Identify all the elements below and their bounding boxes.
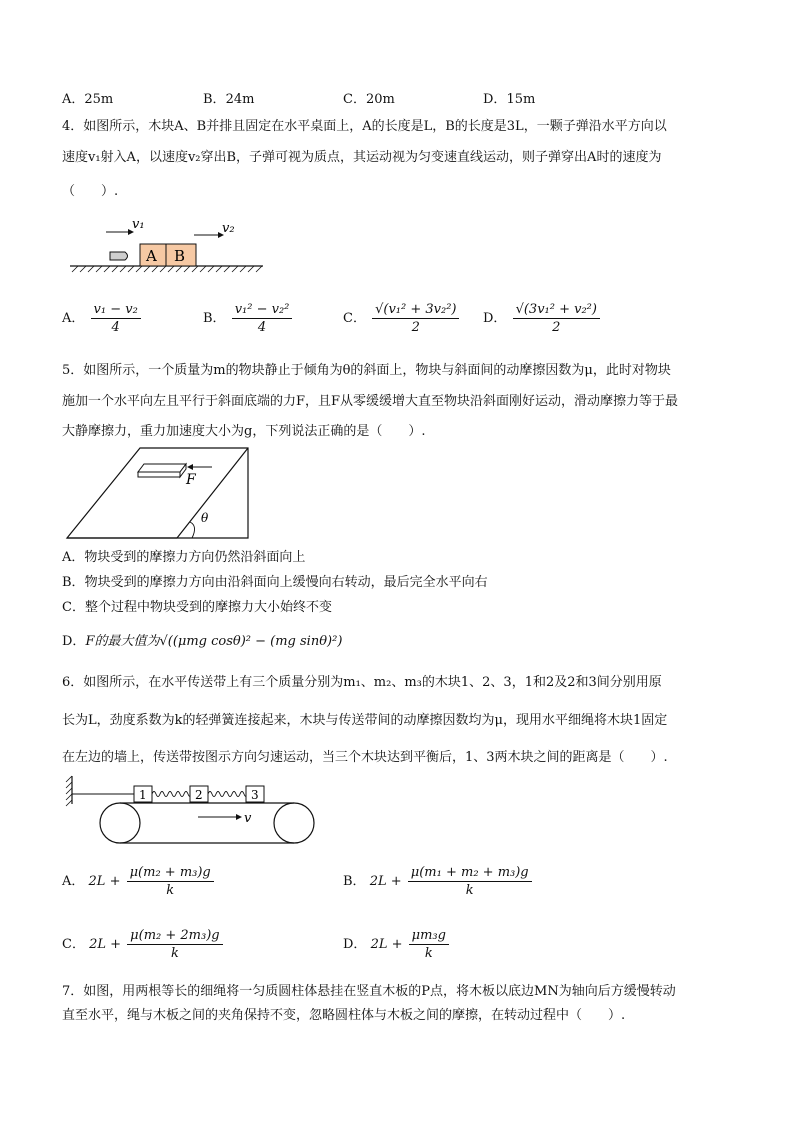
block-b-label: B <box>174 247 186 265</box>
force-label: F <box>186 472 196 488</box>
q5-stem-line-1: 5．如图所示，一个质量为m的物块静止于倾角为θ的斜面上，物块与斜面间的动摩擦因数为μ，此时对物块 <box>62 363 671 378</box>
q3-option-b: B．24m <box>203 92 255 107</box>
q4-option-a: A． $\frac{\text{v₁ − v₂}}{4}$ <box>62 303 143 334</box>
q5-stem-line-3: 大静摩擦力，重力加速度大小为g，下列说法正确的是（ ）. <box>62 424 426 439</box>
block-1-label: 1 <box>139 788 147 802</box>
q7-stem-line-2: 直至水平，绳与木板之间的夹角保持不变，忽略圆柱体与木板之间的摩擦，在转动过程中（ ）. <box>62 1008 626 1023</box>
block-3-label: 3 <box>251 788 259 802</box>
q3-option-c: C．20m <box>343 92 395 107</box>
q4-option-b: B． $\frac{\text{v₁² − v₂²}}{4}$ <box>203 303 294 334</box>
q5-option-c: C．整个过程中物块受到的摩擦力大小始终不变 <box>62 600 332 615</box>
q6-stem-line-1: 6．如图所示，在水平传送带上有三个质量分别为m₁、m₂、m₃的木块1、2、3，1和2及2和3间分别用原 <box>62 675 662 690</box>
velocity-label: v <box>244 811 252 826</box>
q4-stem-line-1: 4．如图所示，木块A、B并排且固定在水平桌面上，A的长度是L，B的长度是3L，一颗子弹沿水平方向以 <box>62 119 667 134</box>
q5-stem-line-2: 施加一个水平向左且平行于斜面底端的力F，且F从零缓缓增大直至物块沿斜面刚好运动，滑动摩擦力等于最 <box>62 394 679 409</box>
q6-option-d: D． 2L + $\frac{\text{μm₃g}}{k}$ <box>343 929 451 960</box>
q6-figure <box>64 774 324 846</box>
q6-option-c: C． 2L + $\frac{\text{μ(m₂ + 2m₃)g}}{k}$ <box>62 929 225 960</box>
pulley-left <box>100 803 140 843</box>
q4-option-c: C． $\frac{\text{√(v₁² + 3v₂²)}}{2}$ <box>343 303 461 334</box>
q4-figure <box>68 214 268 276</box>
q6-stem-line-2: 长为L，劲度系数为k的轻弹簧连接起来，木块与传送带间的动摩擦因数均为μ，现用水平细绳将木块1固定 <box>62 713 668 728</box>
q4-stem-line-2: 速度v₁射入A，以速度v₂穿出B，子弹可视为质点，其运动视为匀变速直线运动，则子弹穿出A时的速度为 <box>62 150 662 165</box>
block-2-label: 2 <box>195 788 203 802</box>
q6-option-a: A． 2L + $\frac{\text{μ(m₂ + m₃)g}}{k}$ <box>62 866 216 897</box>
wall-hatching <box>66 776 72 806</box>
q5-figure <box>62 442 258 542</box>
bullet-icon <box>110 252 128 260</box>
pulley-right <box>274 803 314 843</box>
q5-option-b: B．物块受到的摩擦力方向由沿斜面向上缓慢向右转动，最后完全水平向右 <box>62 575 488 590</box>
q3-option-a: A．25m <box>62 92 114 107</box>
incline-outline <box>67 448 248 538</box>
q4-option-d: D． $\frac{\text{√(3v₁² + v₂²)}}{2}$ <box>483 303 602 334</box>
table-hatching <box>72 266 262 272</box>
q6-stem-line-3: 在左边的墙上，传送带按图示方向匀速运动，当三个木块达到平衡后，1、3两木块之间的距离是（ ）. <box>62 750 668 765</box>
angle-arc <box>190 522 195 538</box>
block-front <box>138 472 180 477</box>
block-top <box>138 464 186 472</box>
q7-stem-line-1: 7．如图，用两根等长的细绳将一匀质圆柱体悬挂在竖直木板的P点，将木板以底边MN为轴向后方缓慢转动 <box>62 984 676 999</box>
incline-edge <box>177 448 248 538</box>
angle-label: θ <box>201 511 209 525</box>
q4-stem-line-3: （ ）. <box>62 184 119 199</box>
v2-label: v₂ <box>222 221 235 236</box>
q3-option-d: D．15m <box>483 92 536 107</box>
q5-option-a: A．物块受到的摩擦力方向仍然沿斜面向上 <box>62 550 306 565</box>
v1-label: v₁ <box>132 217 145 232</box>
q6-option-b: B． 2L + $\frac{\text{μ(m₁ + m₂ + m₃)g}}{k}$ <box>343 866 534 897</box>
q5-option-d: D．F的最大值为√((μmg cosθ)² − (mg sinθ)²) <box>62 634 343 649</box>
block-a-label: A <box>146 247 157 265</box>
